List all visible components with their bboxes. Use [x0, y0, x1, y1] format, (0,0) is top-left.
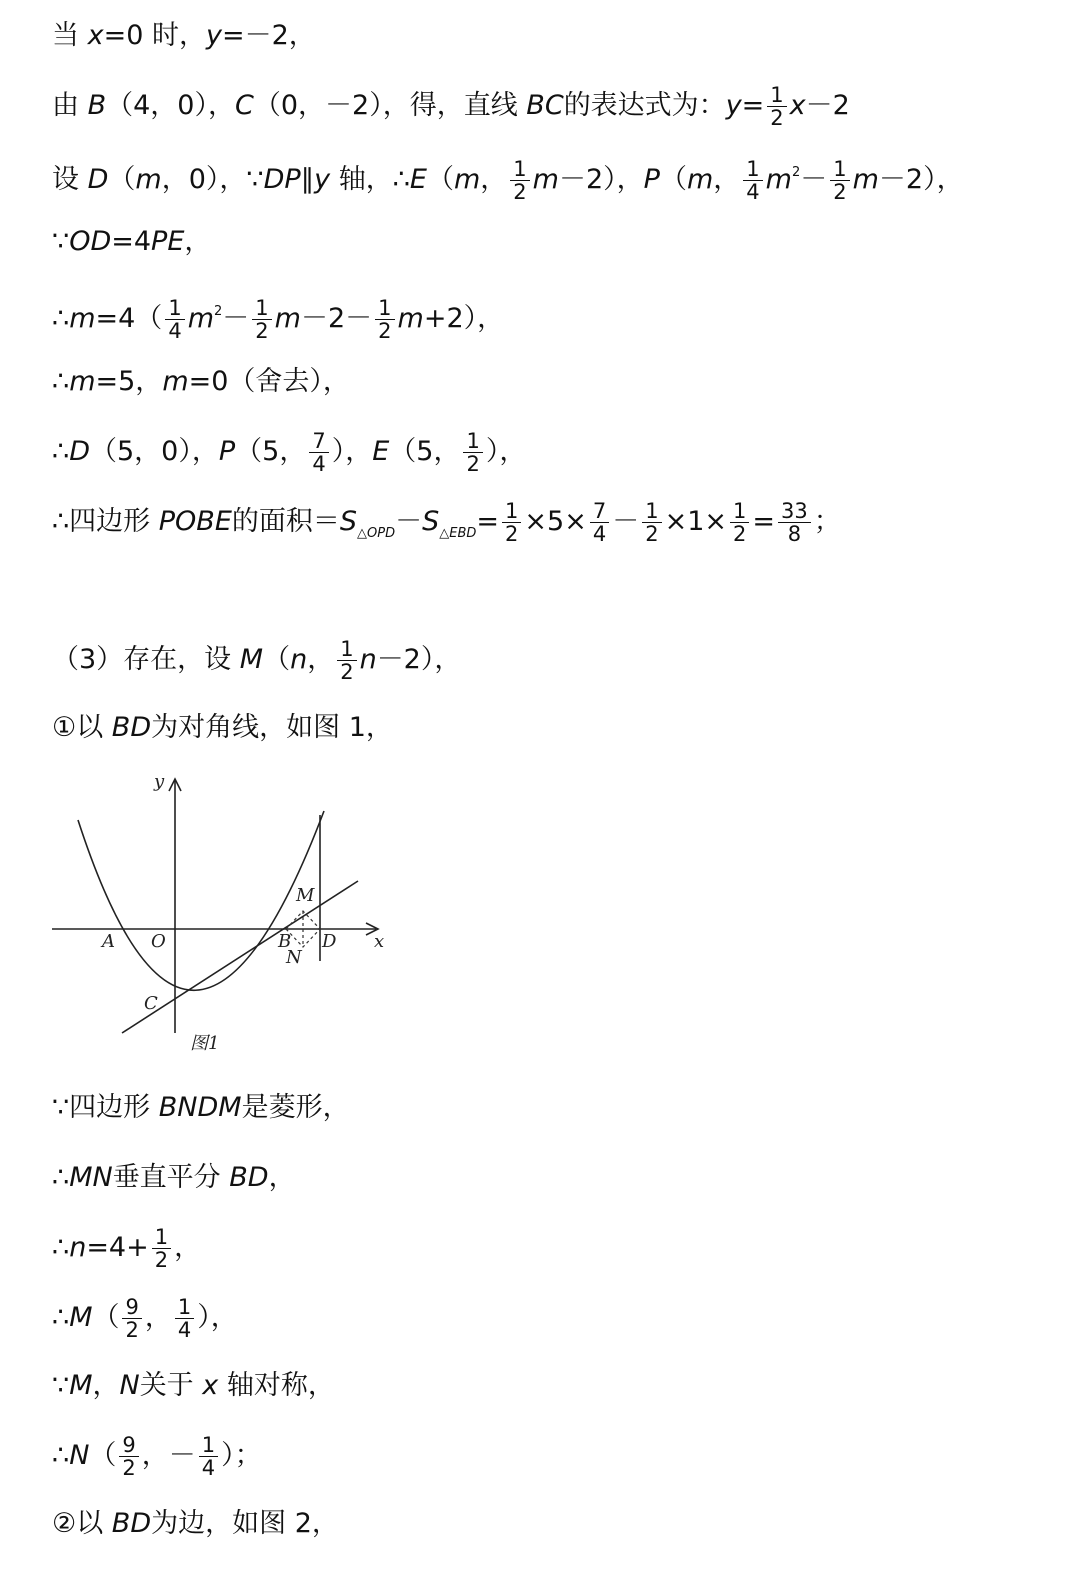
- text: －: [395, 506, 423, 537]
- text: －2: [805, 90, 850, 121]
- var-x: x: [202, 1370, 219, 1401]
- text: ∴: [52, 1440, 70, 1471]
- denominator: 2: [733, 522, 747, 546]
- numerator: 1: [199, 1434, 218, 1457]
- denominator: 2: [466, 452, 480, 476]
- var-m: m: [274, 303, 301, 334]
- numerator: 1: [175, 1296, 194, 1319]
- fraction: [175, 1296, 194, 1341]
- text: ，0），∵: [161, 164, 264, 195]
- point-e: E: [409, 164, 427, 195]
- text: ×1×: [664, 506, 728, 537]
- text: －2－: [300, 303, 373, 334]
- text: ，: [174, 1232, 202, 1263]
- text: ×5×: [524, 506, 587, 537]
- var-m: m: [187, 303, 214, 334]
- numerator: 9: [122, 1296, 141, 1319]
- point-c: C: [234, 90, 254, 121]
- text: =: [741, 90, 765, 121]
- fraction: [165, 297, 184, 342]
- var-y: y: [314, 164, 331, 195]
- text: ∴: [52, 436, 70, 467]
- text: （5，0），: [89, 436, 219, 467]
- numerator: 1: [830, 158, 849, 181]
- segment-bd: BD: [229, 1162, 269, 1193]
- point-n: N: [119, 1370, 140, 1401]
- var-m: m: [162, 366, 189, 397]
- text: ∴: [52, 1232, 70, 1263]
- text: 轴对称，: [218, 1370, 335, 1401]
- line-9: [52, 638, 461, 683]
- text: ），: [197, 1302, 238, 1333]
- text: 设: [52, 164, 88, 195]
- denominator: 2: [513, 180, 527, 204]
- var-m: m: [532, 164, 559, 195]
- fraction: [119, 1434, 138, 1479]
- denominator: 4: [592, 522, 607, 546]
- numerator: 1: [152, 1226, 171, 1249]
- text: ∴: [52, 366, 70, 397]
- denominator: 2: [505, 522, 519, 546]
- var-m: m: [69, 303, 96, 334]
- fraction: [152, 1226, 171, 1271]
- segment-od: OD: [69, 226, 112, 257]
- segment-mn: MN: [69, 1162, 113, 1193]
- text: ，: [184, 226, 212, 257]
- numerator: 7: [309, 430, 328, 453]
- text: （: [426, 164, 454, 195]
- denominator: 2: [833, 180, 847, 204]
- line-3: [52, 153, 964, 203]
- subscript: △EBD: [439, 526, 477, 541]
- line-10: [52, 708, 393, 748]
- text: ），: [331, 436, 373, 467]
- fraction: [199, 1434, 218, 1479]
- text: ）；: [221, 1440, 262, 1471]
- segment-bd: BD: [111, 1508, 152, 1539]
- fraction: [730, 500, 749, 545]
- text: 当: [52, 20, 88, 51]
- exponent: 2: [791, 165, 801, 180]
- text: ；: [813, 506, 841, 537]
- denominator: 2: [255, 319, 269, 343]
- text: ，: [307, 644, 335, 675]
- var-y: y: [725, 90, 742, 121]
- fraction: [743, 158, 762, 203]
- var-n: n: [290, 644, 308, 675]
- parallel-sign: ∥: [300, 164, 315, 195]
- text: =4+: [86, 1232, 149, 1263]
- fraction: [252, 297, 271, 342]
- figure-1: [40, 765, 400, 1065]
- label-x: x: [374, 931, 385, 952]
- fraction: [463, 430, 482, 475]
- label-o: O: [151, 931, 166, 952]
- text: 由: [52, 90, 88, 121]
- numerator: 7: [590, 500, 609, 523]
- text: 为边，如图 2，: [151, 1508, 339, 1539]
- text: ，: [713, 164, 741, 195]
- label-b: B: [278, 931, 292, 952]
- text: ∵: [52, 1370, 70, 1401]
- text: ∴: [52, 1162, 70, 1193]
- quad-pobe: POBE: [158, 506, 232, 537]
- text: ②以: [52, 1508, 112, 1539]
- text: （5，: [235, 436, 307, 467]
- denominator: 4: [177, 1318, 192, 1342]
- var-m: m: [765, 164, 792, 195]
- var-m: m: [453, 164, 481, 195]
- line-bc: BC: [526, 90, 564, 121]
- denominator: 2: [378, 319, 392, 343]
- numerator: 1: [463, 430, 482, 453]
- line-15: [52, 1366, 335, 1406]
- text: 的表达式为：: [563, 90, 726, 121]
- text: ），: [485, 436, 527, 467]
- numerator: 1: [252, 297, 271, 320]
- denominator: 4: [168, 319, 182, 343]
- segment-bd: BD: [111, 712, 152, 743]
- var-n: n: [69, 1232, 87, 1263]
- var-n: n: [359, 644, 377, 675]
- denominator: 2: [122, 1456, 136, 1480]
- line-4: [52, 222, 211, 262]
- text: =－2，: [221, 20, 316, 51]
- text: （: [659, 164, 687, 195]
- fraction: [502, 500, 521, 545]
- text: ，: [268, 1162, 296, 1193]
- point-p: P: [643, 164, 660, 195]
- var-x: x: [87, 20, 104, 51]
- text: ∴: [52, 1302, 70, 1333]
- text: 轴，∴: [330, 164, 410, 195]
- var-m: m: [69, 366, 96, 397]
- text: =: [752, 506, 776, 537]
- numerator: 1: [743, 158, 762, 181]
- text: （: [263, 644, 291, 675]
- fraction: [375, 297, 394, 342]
- line-5: [52, 292, 504, 342]
- quad-bndm: BNDM: [158, 1092, 242, 1123]
- label-n: N: [286, 947, 302, 968]
- text: －: [612, 506, 640, 537]
- fraction: [309, 430, 328, 475]
- text: （0，－2），得，直线: [253, 90, 527, 121]
- line-16: [52, 1434, 262, 1479]
- text: （: [108, 164, 136, 195]
- text: （5，: [389, 436, 461, 467]
- label-d: D: [322, 931, 337, 952]
- line-13: [52, 1226, 201, 1271]
- denominator: 2: [154, 1248, 169, 1272]
- numerator: 1: [730, 500, 749, 523]
- text: =0 时，: [103, 20, 206, 51]
- point-b: B: [87, 90, 107, 121]
- numerator: 1: [337, 638, 356, 661]
- point-m: M: [69, 1370, 93, 1401]
- denominator: 4: [312, 452, 326, 476]
- text: －: [222, 303, 250, 334]
- line-6: [52, 362, 350, 402]
- point-m: M: [239, 644, 264, 675]
- label-m: M: [296, 885, 315, 906]
- text: 是菱形，: [241, 1092, 350, 1123]
- text: 为对角线，如图 1，: [151, 712, 393, 743]
- subscript: △OPD: [357, 526, 396, 541]
- fraction: [767, 84, 786, 129]
- text: =4（: [95, 303, 163, 334]
- label-c: C: [144, 993, 158, 1014]
- text: =4: [111, 226, 152, 257]
- var-m: m: [686, 164, 714, 195]
- text: 关于: [139, 1370, 203, 1401]
- numerator: 1: [510, 158, 529, 181]
- text: ，: [480, 164, 508, 195]
- numerator: 33: [778, 500, 811, 523]
- text: ∴: [52, 303, 70, 334]
- text: =0（舍去），: [188, 366, 350, 397]
- area-symbol: S: [422, 506, 440, 537]
- text: －2），: [558, 164, 644, 195]
- var-m: m: [135, 164, 162, 195]
- denominator: 2: [645, 522, 659, 546]
- text: +2），: [423, 303, 505, 334]
- text: 垂直平分: [112, 1162, 230, 1193]
- text: （3）存在，设: [52, 644, 240, 675]
- text: ∴四边形: [52, 506, 159, 537]
- denominator: 2: [770, 106, 784, 130]
- fraction: [830, 158, 849, 203]
- fraction: [337, 638, 356, 683]
- line-2: [52, 84, 850, 129]
- fraction: [590, 500, 609, 545]
- var-x: x: [789, 90, 806, 121]
- point-d: D: [87, 164, 109, 195]
- point-e: E: [372, 436, 390, 467]
- fraction: [122, 1296, 141, 1341]
- text: （: [89, 1440, 117, 1471]
- line-1: [52, 16, 316, 56]
- segment-dp: DP: [263, 164, 301, 195]
- fraction: [642, 500, 661, 545]
- figure-caption: 图1: [190, 1033, 220, 1054]
- denominator: 8: [787, 522, 802, 546]
- text: （4，0），: [106, 90, 235, 121]
- numerator: 1: [767, 84, 786, 107]
- var-y: y: [205, 20, 222, 51]
- text: （: [92, 1302, 120, 1333]
- text: ，－: [141, 1440, 196, 1471]
- text: =5，: [95, 366, 163, 397]
- point-n: N: [69, 1440, 90, 1471]
- denominator: 2: [340, 660, 354, 684]
- denominator: 4: [201, 1456, 216, 1480]
- numerator: 1: [642, 500, 661, 523]
- text: ∵: [52, 226, 70, 257]
- var-m: m: [397, 303, 424, 334]
- text: －: [800, 164, 828, 195]
- text: ，: [92, 1370, 120, 1401]
- line-14: [52, 1296, 238, 1341]
- numerator: 1: [375, 297, 394, 320]
- numerator: 1: [165, 297, 184, 320]
- numerator: 9: [119, 1434, 138, 1457]
- var-m: m: [852, 164, 879, 195]
- point-d: D: [69, 436, 90, 467]
- line-11: [52, 1088, 350, 1128]
- line-12: [52, 1158, 296, 1198]
- text: 的面积＝: [231, 506, 340, 537]
- line-8: [52, 500, 841, 554]
- label-y: y: [154, 771, 165, 792]
- text: ，: [144, 1302, 172, 1333]
- text: ①以: [52, 712, 112, 743]
- exponent: 2: [214, 304, 223, 319]
- denominator: 2: [125, 1318, 139, 1342]
- point-p: P: [218, 436, 236, 467]
- text: －2），: [376, 644, 462, 675]
- line-7: [52, 430, 526, 475]
- denominator: 4: [746, 180, 760, 204]
- fraction: [778, 500, 811, 545]
- text: －2），: [878, 164, 964, 195]
- line-17: [52, 1504, 339, 1544]
- point-m: M: [69, 1302, 93, 1333]
- text: =: [476, 506, 500, 537]
- label-a: A: [102, 931, 115, 952]
- segment-pe: PE: [151, 226, 185, 257]
- numerator: 1: [502, 500, 521, 523]
- text: ∵四边形: [52, 1092, 159, 1123]
- fraction: [510, 158, 529, 203]
- area-symbol: S: [339, 506, 358, 537]
